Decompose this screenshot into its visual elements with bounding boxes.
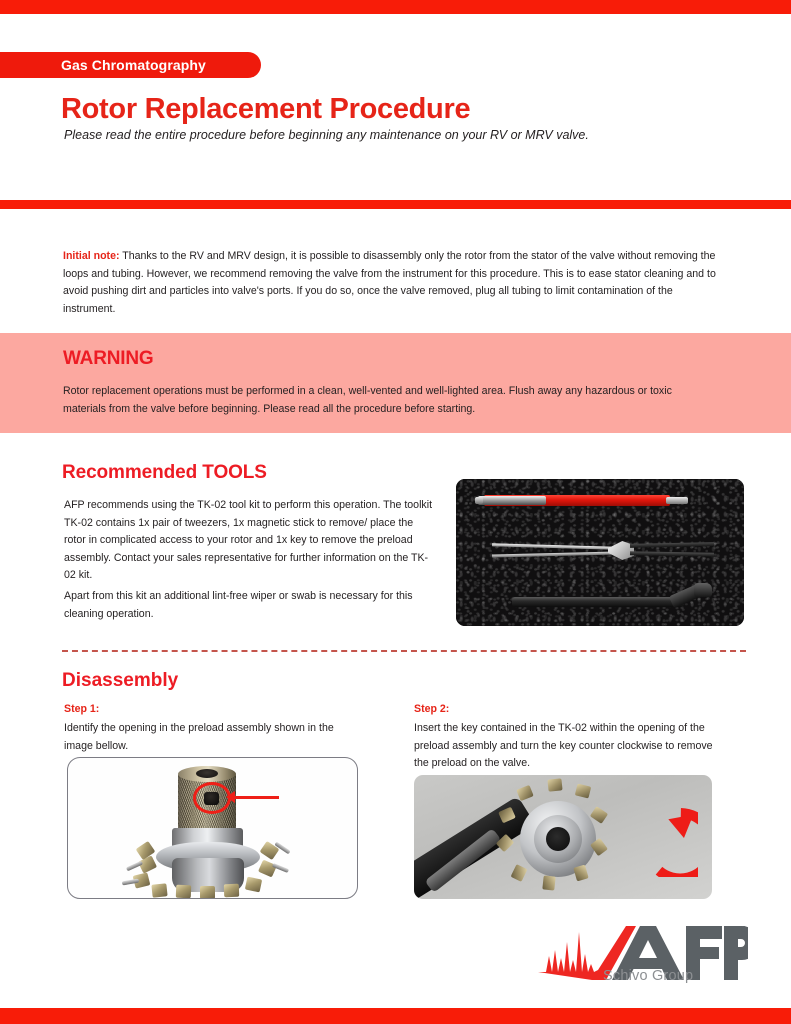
disassembly-heading: Disassembly — [62, 670, 179, 691]
valve-hub-bore — [546, 827, 570, 851]
header-separator-bar — [0, 200, 791, 209]
port-fitting — [200, 886, 215, 899]
initial-note-label: Initial note: — [63, 250, 120, 262]
warning-heading: WARNING — [63, 348, 154, 369]
port-fitting — [542, 875, 555, 890]
valve-illustration — [68, 758, 358, 899]
tools-paragraph-2: Apart from this kit an additional lint-free wiper or swab is necessary for this cleaning operation. — [64, 590, 413, 620]
port-fitting — [575, 783, 591, 798]
port-fitting — [590, 806, 608, 824]
logo-registered-mark — [741, 926, 747, 932]
page-subtitle: Please read the entire procedure before beginning any maintenance on your RV or MRV valve. — [64, 128, 589, 142]
port-fitting — [258, 860, 277, 878]
category-badge-label: Gas Chromatography — [61, 57, 206, 73]
preload-assembly-opening-photo — [67, 757, 358, 899]
magnetic-stick-tip-right — [666, 497, 688, 504]
port-fitting — [511, 864, 528, 882]
port-fitting — [516, 785, 533, 801]
magnetic-stick-chrome — [478, 496, 546, 505]
port-fitting — [224, 884, 239, 898]
magnetic-stick-tip-left — [475, 497, 483, 504]
preload-key-shaft — [512, 597, 684, 607]
tools-paragraph-1: AFP recommends using the TK-02 tool kit to perform this operation. The toolkit TK-02 contains 1x pair of tweezers, 1x magnetic stick to remove/ place the rotor in complicated access to your rotor and 1x key to remove the preload assembly. Contact your sales representative for further information on the TK-02 kit. — [64, 499, 433, 581]
port-fitting — [151, 883, 167, 897]
port-fitting — [573, 865, 588, 882]
pointer-arrow-head — [226, 791, 235, 803]
tools-heading: Recommended TOOLS — [62, 462, 267, 483]
page-title: Rotor Replacement Procedure — [61, 93, 471, 125]
preload-key-head — [694, 583, 712, 597]
port-fitting — [245, 877, 262, 893]
bottom-red-bar — [0, 1008, 791, 1024]
top-red-bar — [0, 0, 791, 14]
port-fitting — [547, 778, 562, 791]
tubing-stub — [272, 863, 289, 873]
category-badge — [0, 52, 261, 78]
counterclockwise-rotation-arrow-icon — [620, 799, 698, 877]
section-divider — [62, 650, 746, 652]
preload-assembly-bore — [196, 769, 218, 778]
key-inserted-counterclockwise-photo — [414, 775, 712, 899]
step-1-label: Step 1: — [64, 703, 100, 715]
pointer-arrow-line — [231, 796, 279, 799]
logo-subtitle: Schivo Group — [603, 968, 694, 984]
step-1-text: Identify the opening in the preload assembly shown in the image bellow. — [64, 722, 334, 752]
initial-note-body: Thanks to the RV and MRV design, it is possible to disassembly only the rotor from the stator of the valve without removing the loops and tubing. However, we recommend removing the valve from the instrument for this procedure. This is to ease stator cleaning and to avoid pushing dirt and particles into valve's ports. If you do so, once the valve removed, plug all tubing to limit contamination of the instrument. — [63, 250, 716, 315]
port-fitting — [176, 885, 191, 899]
logo-letter-p — [724, 926, 748, 980]
step-2-text: Insert the key contained in the TK-02 within the opening of the preload assembly and turn the key counter clockwise to remove the preload on the valve. — [414, 722, 713, 769]
step-2-label: Step 2: — [414, 703, 450, 715]
initial-note — [63, 248, 728, 318]
warning-body: Rotor replacement operations must be performed in a clean, well-vented and well-lighted area. Flush away any hazardous or toxic materials from the valve before beginning. Please read all the procedure before starting. — [63, 385, 672, 415]
tk-02-tool-kit-photo — [456, 479, 744, 626]
